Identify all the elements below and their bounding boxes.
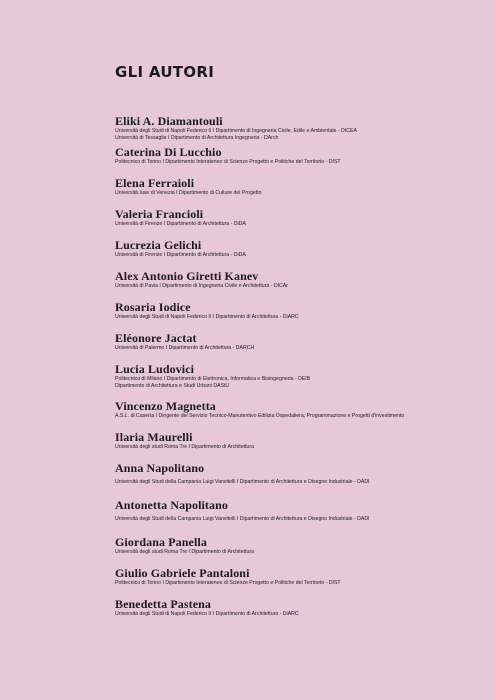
author-name: Lucia Ludovici: [115, 362, 195, 376]
author-entry: [115, 177, 475, 208]
author-name: Benedetta Pastena: [115, 597, 212, 611]
author-name: Elena Ferraioli: [115, 176, 195, 190]
author-entry: [115, 431, 475, 462]
author-affiliation: Dipartimento di Architettura e Studi Urbani DAStU: [115, 383, 230, 389]
author-name: Alex Antonio Giretti Kanev: [115, 269, 259, 283]
author-entry: [115, 270, 475, 301]
author-name: Giulio Gabriele Pantaloni: [115, 566, 250, 580]
author-name: Eléonore Jactat: [115, 331, 197, 345]
author-affiliation: Università di Pavia I Dipartimento di Ingegneria Civile e Architettura - DICAr: [115, 283, 288, 289]
author-entry: [115, 301, 475, 332]
author-affiliation: Università di Tessaglia I Dipartimento di Architettura Ingegneria - DArch: [115, 135, 279, 141]
author-name: Antonetta Napolitano: [115, 498, 229, 512]
author-name: Ilaria Maurelli: [115, 430, 193, 444]
author-entry: [115, 598, 475, 629]
author-entry: [115, 239, 475, 270]
author-name: Eliki A. Diamantouli: [115, 114, 223, 128]
author-affiliation: Politecnico di Milano I Dipartimento di Elettronica, Informatica e Bioingegneria - DEIB: [115, 376, 311, 382]
author-entry: [115, 208, 475, 239]
author-affiliation: Università degli Studi di Napoli Federico II I Dipartimento di Ingegneria Civile, Edile e Ambientale - DICEA: [115, 128, 357, 134]
author-entry: [115, 363, 475, 400]
author-affiliation: Università degli studi Roma Tre I Dipartimento di Architettura: [115, 549, 254, 555]
author-affiliation: Università degli Studi della Campania Luigi Vanvitelli I Dipartimento di Architettura e Disegno Industriale - DADI: [115, 479, 370, 485]
authors-page: [115, 62, 475, 629]
author-affiliation: Università di Palermo I Dipartimento di Architettura - DARCH: [115, 345, 255, 351]
author-name: Rosaria Iodice: [115, 300, 191, 314]
author-entry: [115, 400, 475, 431]
page-title: GLI AUTORI: [115, 63, 215, 81]
author-entry: [115, 499, 475, 536]
author-affiliation: Università degli Studi di Napoli Federico II I Dipartimento di Architettura - DiARC: [115, 611, 299, 617]
author-entry: [115, 332, 475, 363]
author-name: Caterina Di Lucchio: [115, 145, 222, 159]
author-affiliation: Università di Firenze I Dipartimento di Architettura - DiDA: [115, 252, 246, 258]
author-affiliation: Università degli Studi della Campania Luigi Vanvitelli I Dipartimento di Architettura e Disegno Industriale - DADI: [115, 516, 370, 522]
author-name: Giordana Panella: [115, 535, 207, 549]
author-name: Anna Napolitano: [115, 461, 205, 475]
author-entry: [115, 462, 475, 499]
author-affiliation: Politecnico di Torino I Dipartimento Interateneo di Scienze Progetto e Politiche del Territorio - DIST: [115, 159, 341, 165]
author-name: Valeria Francioli: [115, 207, 204, 221]
author-affiliation: Università di Firenze I Dipartimento di Architettura - DiDA: [115, 221, 246, 227]
author-name: Vincenzo Magnetta: [115, 399, 216, 413]
author-affiliation: A.S.L. di Caserta I Dirigente del Servizio Tecnico-Manutentivo Edilizia Ospedaliera, Programmazione e Progetti d'investimento: [115, 413, 405, 419]
author-affiliation: Università degli Studi di Napoli Federico II I Dipartimento di Architettura - DiARC: [115, 314, 299, 320]
author-entry: [115, 115, 475, 146]
author-entry: [115, 536, 475, 567]
author-affiliation: Politecnico di Torino I Dipartimento Interateneo di Scienze Progetto e Politiche del Territorio - DIST: [115, 580, 341, 586]
author-entry: [115, 567, 475, 598]
author-affiliation: Università degli studi Roma Tre I Dipartimento di Architettura: [115, 444, 254, 450]
author-entry: [115, 146, 475, 177]
author-name: Lucrezia Gelichi: [115, 238, 202, 252]
author-affiliation: Università Iuav di Venezia I Dipartimento di Culture del Progetto: [115, 190, 262, 196]
